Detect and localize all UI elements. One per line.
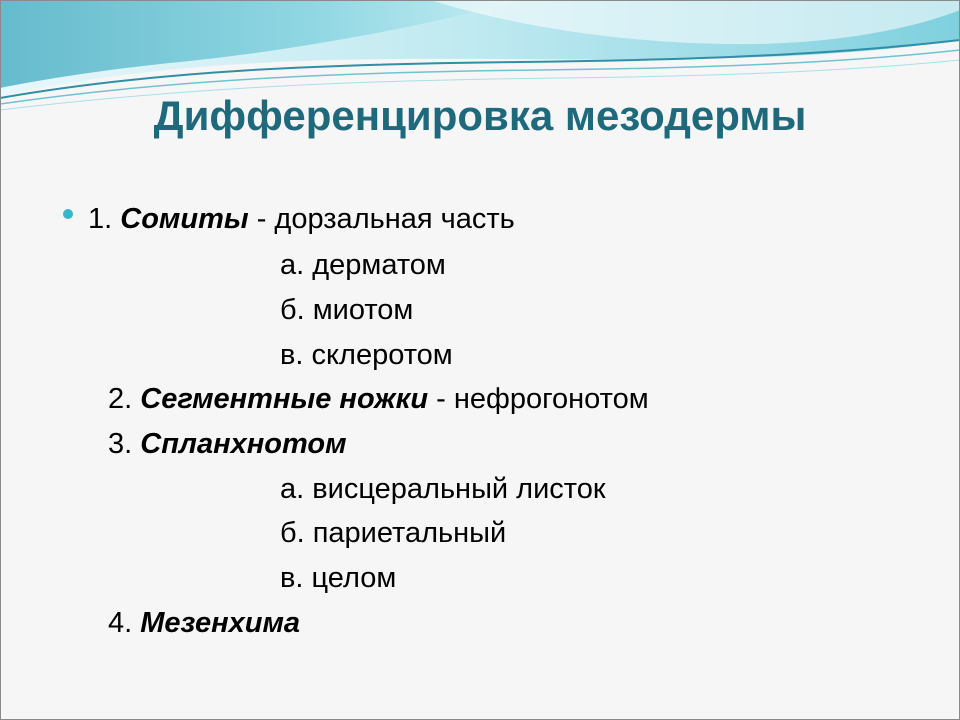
item-description: - нефрогонотом	[428, 383, 649, 415]
list-item-splanchnotome	[108, 427, 347, 461]
list-item-somites	[88, 202, 515, 236]
item-term: Сомиты	[120, 203, 249, 235]
item-number: 1.	[88, 203, 121, 235]
list-item-mesenchyme	[108, 606, 300, 640]
sub-item-dermatome: а. дерматом	[280, 249, 446, 281]
item-term: Сегментные ножки	[140, 383, 429, 415]
slide-title: Дифференцировка мезодермы	[153, 92, 807, 139]
item-description: - дорзальная часть	[248, 203, 515, 235]
item-number: 4.	[108, 607, 141, 639]
item-term: Мезенхима	[140, 607, 301, 639]
list-item-segment-stalks	[108, 382, 649, 416]
item-number: 3.	[108, 428, 141, 460]
item-number: 2.	[108, 383, 141, 415]
sub-item-visceral-layer: а. висцеральный листок	[280, 473, 606, 505]
sub-item-sclerotome: в. склеротом	[280, 339, 453, 371]
sub-item-parietal-layer: б. париетальный	[280, 517, 507, 549]
item-term: Спланхнотом	[140, 428, 347, 460]
sub-item-myotome: б. миотом	[280, 294, 414, 326]
bullet-dot-icon	[63, 209, 73, 219]
sub-item-coelom: в. целом	[280, 562, 397, 594]
